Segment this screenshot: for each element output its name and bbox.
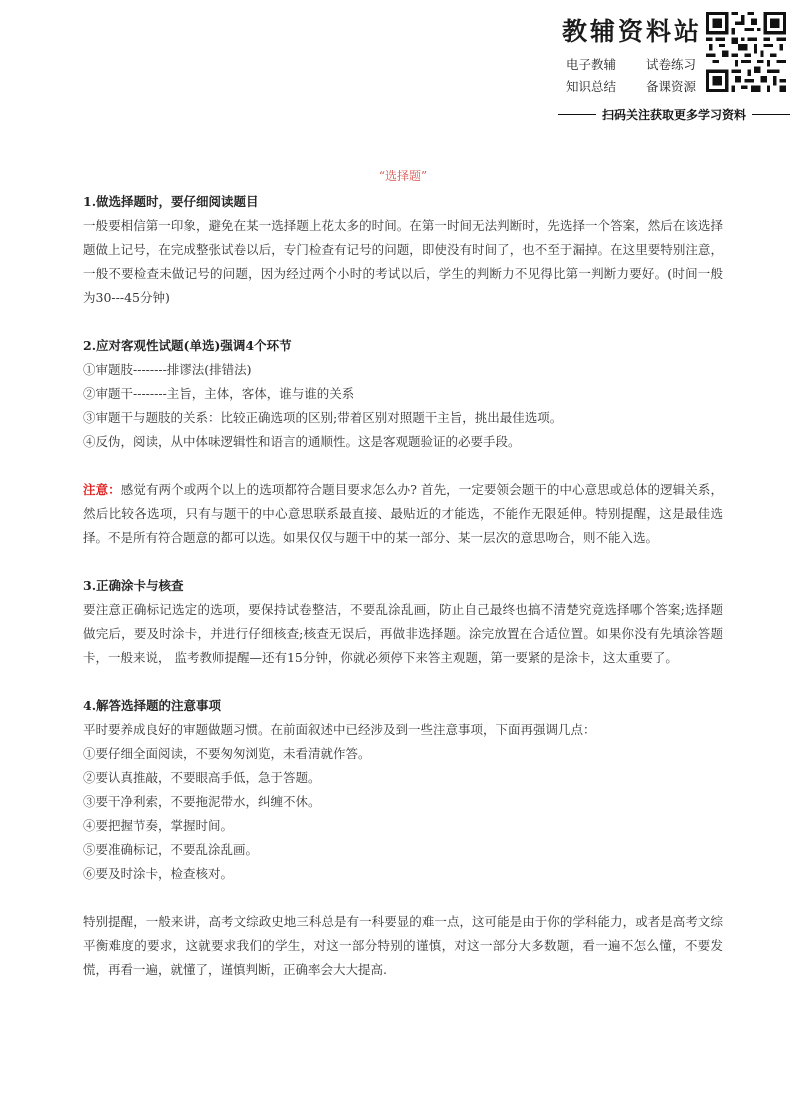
note-paragraph — [83, 478, 723, 550]
section-2-item: ②审题干--------主旨，主体，客体，谁与谁的关系 — [83, 386, 355, 401]
section-4-item: ⑤要准确标记，不要乱涂乱画。 — [83, 842, 259, 857]
section-4-item: ①要仔细全面阅读，不要匆匆浏览，未看清就作答。 — [83, 746, 371, 761]
section-1-paragraph: 一般要相信第一印象，避免在某一选择题上花太多的时间。在第一时间无法判断时，先选择一个答案，然后在该选择题做上记号，在完成整张试卷以后，专门检查有记号的问题，即使没有时间了，也不至于漏掉。在这里要特别注意，一般不要检查未做记号的问题，因为经过两个小时的考试以后，学生的判断力不见得比第一判断力要好。(时间一般为30---45分钟) — [83, 218, 723, 305]
link-electronic-materials[interactable]: 电子教辅 — [566, 57, 617, 72]
section-4-intro: 平时要养成良好的审题做题习惯。在前面叙述中已经涉及到一些注意事项，下面再强调几点： — [83, 722, 596, 737]
link-knowledge-summary[interactable]: 知识总结 — [566, 79, 617, 94]
section-2-heading: 2.应对客观性试题(单选)强调4个环节 — [83, 338, 292, 353]
note-text: 感觉有两个或两个以上的选项都符合题目要求怎么办? 首先，一定要领会题干的中心意思或总体的逻辑关系，然后比较各选项，只有与题干的中心意思联系最直接、最贴近的才能选，不能作无限延伸。特别提醒，这是最佳选择。不是所有符合题意的都可以选。如果仅仅与题干中的某一部分、某一层次的意思吻合，则不能入选。 — [83, 482, 723, 545]
document-title: “选择题” — [378, 169, 428, 183]
section-3-heading: 3.正确涂卡与核查 — [83, 578, 184, 593]
scan-text: 扫码关注获取更多学习资料 — [602, 108, 747, 122]
section-2-item: ④反伪，阅读，从中体味逻辑性和语言的通顺性。这是客观题验证的必要手段。 — [83, 434, 521, 449]
brand-links — [566, 54, 696, 98]
section-4-item: ④要把握节奏，掌握时间。 — [83, 818, 234, 833]
qr-code-icon — [706, 12, 786, 92]
scan-tagline — [558, 106, 790, 123]
section-4-item: ③要干净利索，不要拖泥带水，纠缠不休。 — [83, 794, 321, 809]
section-4-item: ⑥要及时涂卡，检查核对。 — [83, 866, 234, 881]
section-4-item: ②要认真推敲，不要眼高手低，急于答题。 — [83, 770, 321, 785]
brand-title: 教辅资料站 — [562, 17, 703, 46]
link-exam-practice[interactable]: 试卷练习 — [645, 57, 696, 72]
section-2-item: ③审题干与题肢的关系：比较正确选项的区别;带着区别对照题干主旨，挑出最佳选项。 — [83, 410, 563, 425]
section-2-item: ①审题肢--------排谬法(排错法) — [83, 362, 252, 377]
document-body — [83, 164, 723, 982]
section-3-paragraph: 要注意正确标记选定的选项，要保持试卷整洁，不要乱涂乱画，防止自己最终也搞不清楚究竟选择哪个答案;选择题做完后，要及时涂卡，并进行仔细核查;核查无误后，再做非选择题。涂完放置在合适位置。如果你没有先填涂答题卡，一般来说， 监考教师提醒—还有15分钟，你就必须停下来答主观题，第一要紧的是涂卡，这太重要了。 — [83, 602, 723, 665]
section-1-heading: 1.做选择题时，要仔细阅读题目 — [83, 194, 259, 209]
section-4-heading: 4.解答选择题的注意事项 — [83, 698, 222, 713]
link-teaching-resources[interactable]: 备课资源 — [645, 79, 696, 94]
note-label: 注意： — [83, 482, 121, 497]
closing-paragraph: 特别提醒，一般来讲，高考文综政史地三科总是有一科要显的难一点，这可能是由于你的学科能力，或者是高考文综平衡难度的要求，这就要求我们的学生，对这一部分特别的谨慎，对这一部分大多数题，看一遍不怎么懂，不要发慌，再看一遍，就懂了，谨慎判断，正确率会大大提高. — [83, 914, 723, 977]
